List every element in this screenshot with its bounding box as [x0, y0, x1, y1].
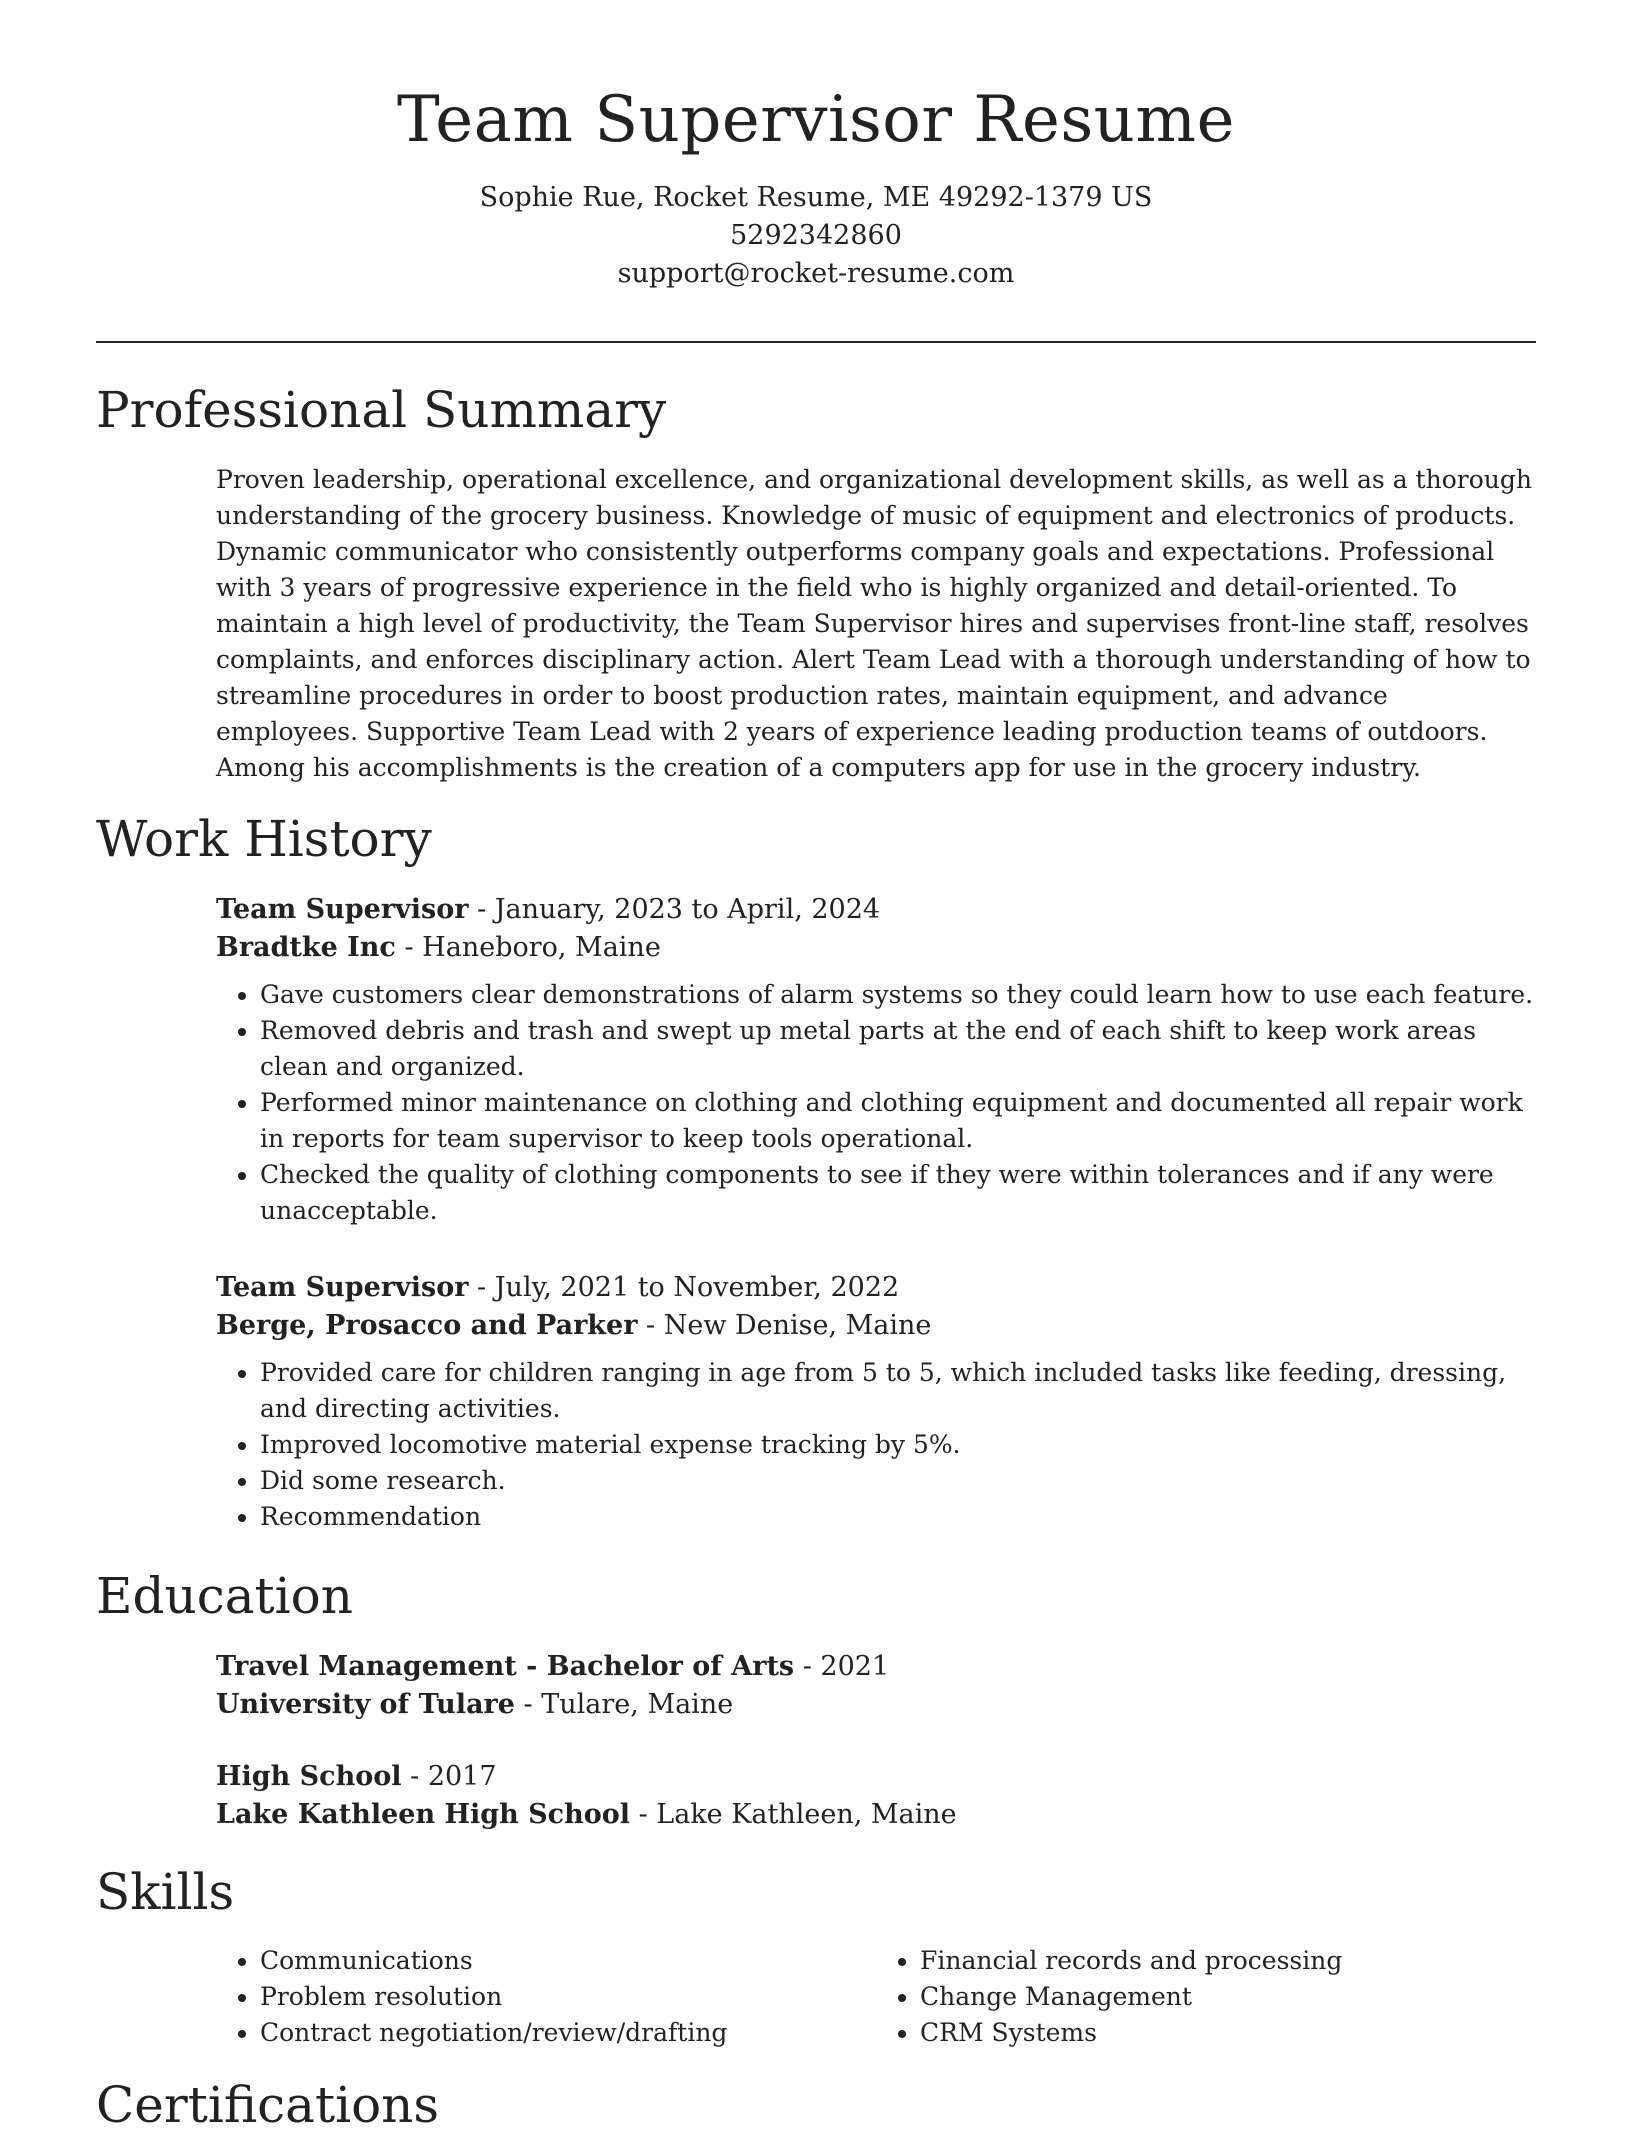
- job-location: - New Denise, Maine: [637, 1310, 932, 1341]
- section-heading-education: Education: [96, 1567, 353, 1625]
- section-heading-summary: Professional Summary: [96, 381, 667, 439]
- section-heading-work: Work History: [96, 810, 432, 868]
- job-title: Team Supervisor: [216, 894, 469, 925]
- job-company: Bradtke Inc: [216, 932, 396, 963]
- job-title-line: [216, 1269, 1536, 1307]
- edu-degree-line: [216, 1648, 1536, 1686]
- work-entry-1: [216, 891, 1536, 1229]
- list-item: • Provided care for children ranging in age from 5 to 5, which included tasks like feeding, dressing, and directing activities.: [260, 1355, 1536, 1427]
- job-company-line: [216, 929, 1536, 967]
- skill-item: • Financial records and processing: [920, 1943, 1536, 1979]
- contact-address: Sophie Rue, Rocket Resume, ME 49292-1379 US: [479, 181, 1153, 213]
- skills-columns: [216, 1943, 1536, 2051]
- edu-school: University of Tulare: [216, 1689, 515, 1720]
- skills-list-left: [216, 1943, 876, 2051]
- education-entry-2: [216, 1758, 1536, 1834]
- job-dates: - January, 2023 to April, 2024: [468, 894, 881, 925]
- edu-school-line: [216, 1796, 1536, 1834]
- list-item: • Improved locomotive material expense tracking by 5%.: [260, 1427, 1536, 1463]
- education-entry-1: [216, 1648, 1536, 1724]
- resume-header: [0, 82, 1632, 293]
- skill-item: • Contract negotiation/review/drafting: [260, 2015, 876, 2051]
- job-location: - Haneboro, Maine: [395, 932, 661, 963]
- list-item: • Recommendation: [260, 1499, 1536, 1535]
- edu-degree: Travel Management - Bachelor of Arts: [216, 1651, 795, 1682]
- list-item: • Checked the quality of clothing components to see if they were within tolerances and if any were unacceptable.: [260, 1157, 1536, 1229]
- section-heading-skills: Skills: [96, 1863, 235, 1921]
- job-company: Berge, Prosacco and Parker: [216, 1310, 638, 1341]
- job-title: Team Supervisor: [216, 1272, 469, 1303]
- skills-content: [216, 1943, 1536, 2051]
- job-dates: - July, 2021 to November, 2022: [468, 1272, 900, 1303]
- contact-phone: 5292342860: [730, 219, 902, 251]
- section-heading-certifications: Certifications: [96, 2076, 440, 2134]
- edu-school-line: [216, 1686, 1536, 1724]
- resume-title: Team Supervisor Resume: [397, 83, 1235, 157]
- edu-school: Lake Kathleen High School: [216, 1799, 630, 1830]
- list-item: • Did some research.: [260, 1463, 1536, 1499]
- skill-item: • CRM Systems: [920, 2015, 1536, 2051]
- list-item: • Performed minor maintenance on clothing and clothing equipment and documented all repair work in reports for team supervisor to keep tools operational.: [260, 1085, 1536, 1157]
- job-title-line: [216, 891, 1536, 929]
- job-bullets: [216, 1355, 1536, 1535]
- skills-list-right: [876, 1943, 1536, 2051]
- edu-year: - 2021: [794, 1651, 890, 1682]
- list-item: • Removed debris and trash and swept up metal parts at the end of each shift to keep work areas clean and organized.: [260, 1013, 1536, 1085]
- edu-degree: High School: [216, 1761, 402, 1792]
- edu-location: - Lake Kathleen, Maine: [630, 1799, 957, 1830]
- header-divider: [96, 341, 1536, 343]
- contact-email: support@rocket-resume.com: [617, 257, 1015, 289]
- job-company-line: [216, 1307, 1536, 1345]
- skill-item: • Problem resolution: [260, 1979, 876, 2015]
- skill-item: • Change Management: [920, 1979, 1536, 2015]
- summary-text: Proven leadership, operational excellence, and organizational development skills, as well as a thorough understanding of the grocery business. Knowledge of music of equipment and electronics of products. Dynamic communicator who consistently outperforms company goals and expectations. Professional with 3 years of progressive experience in the field who is highly organized and detail-oriented. To maintain a high level of productivity, the Team Supervisor hires and supervises front-line staff, resolves complaints, and enforces disciplinary action. Alert Team Lead with a thorough understanding of how to streamline procedures in order to boost production rates, maintain equipment, and advance employees. Supportive Team Lead with 2 years of experience leading production teams of outdoors. Among his accomplishments is the creation of a computers app for use in the grocery industry.: [216, 465, 1532, 782]
- summary-content: [216, 462, 1536, 786]
- skill-item: • Communications: [260, 1943, 876, 1979]
- list-item: • Gave customers clear demonstrations of alarm systems so they could learn how to use each feature.: [260, 977, 1536, 1013]
- job-bullets: [216, 977, 1536, 1229]
- contact-block: [0, 179, 1632, 293]
- edu-year: - 2017: [401, 1761, 497, 1792]
- edu-location: - Tulare, Maine: [514, 1689, 734, 1720]
- edu-degree-line: [216, 1758, 1536, 1796]
- work-entry-2: [216, 1269, 1536, 1535]
